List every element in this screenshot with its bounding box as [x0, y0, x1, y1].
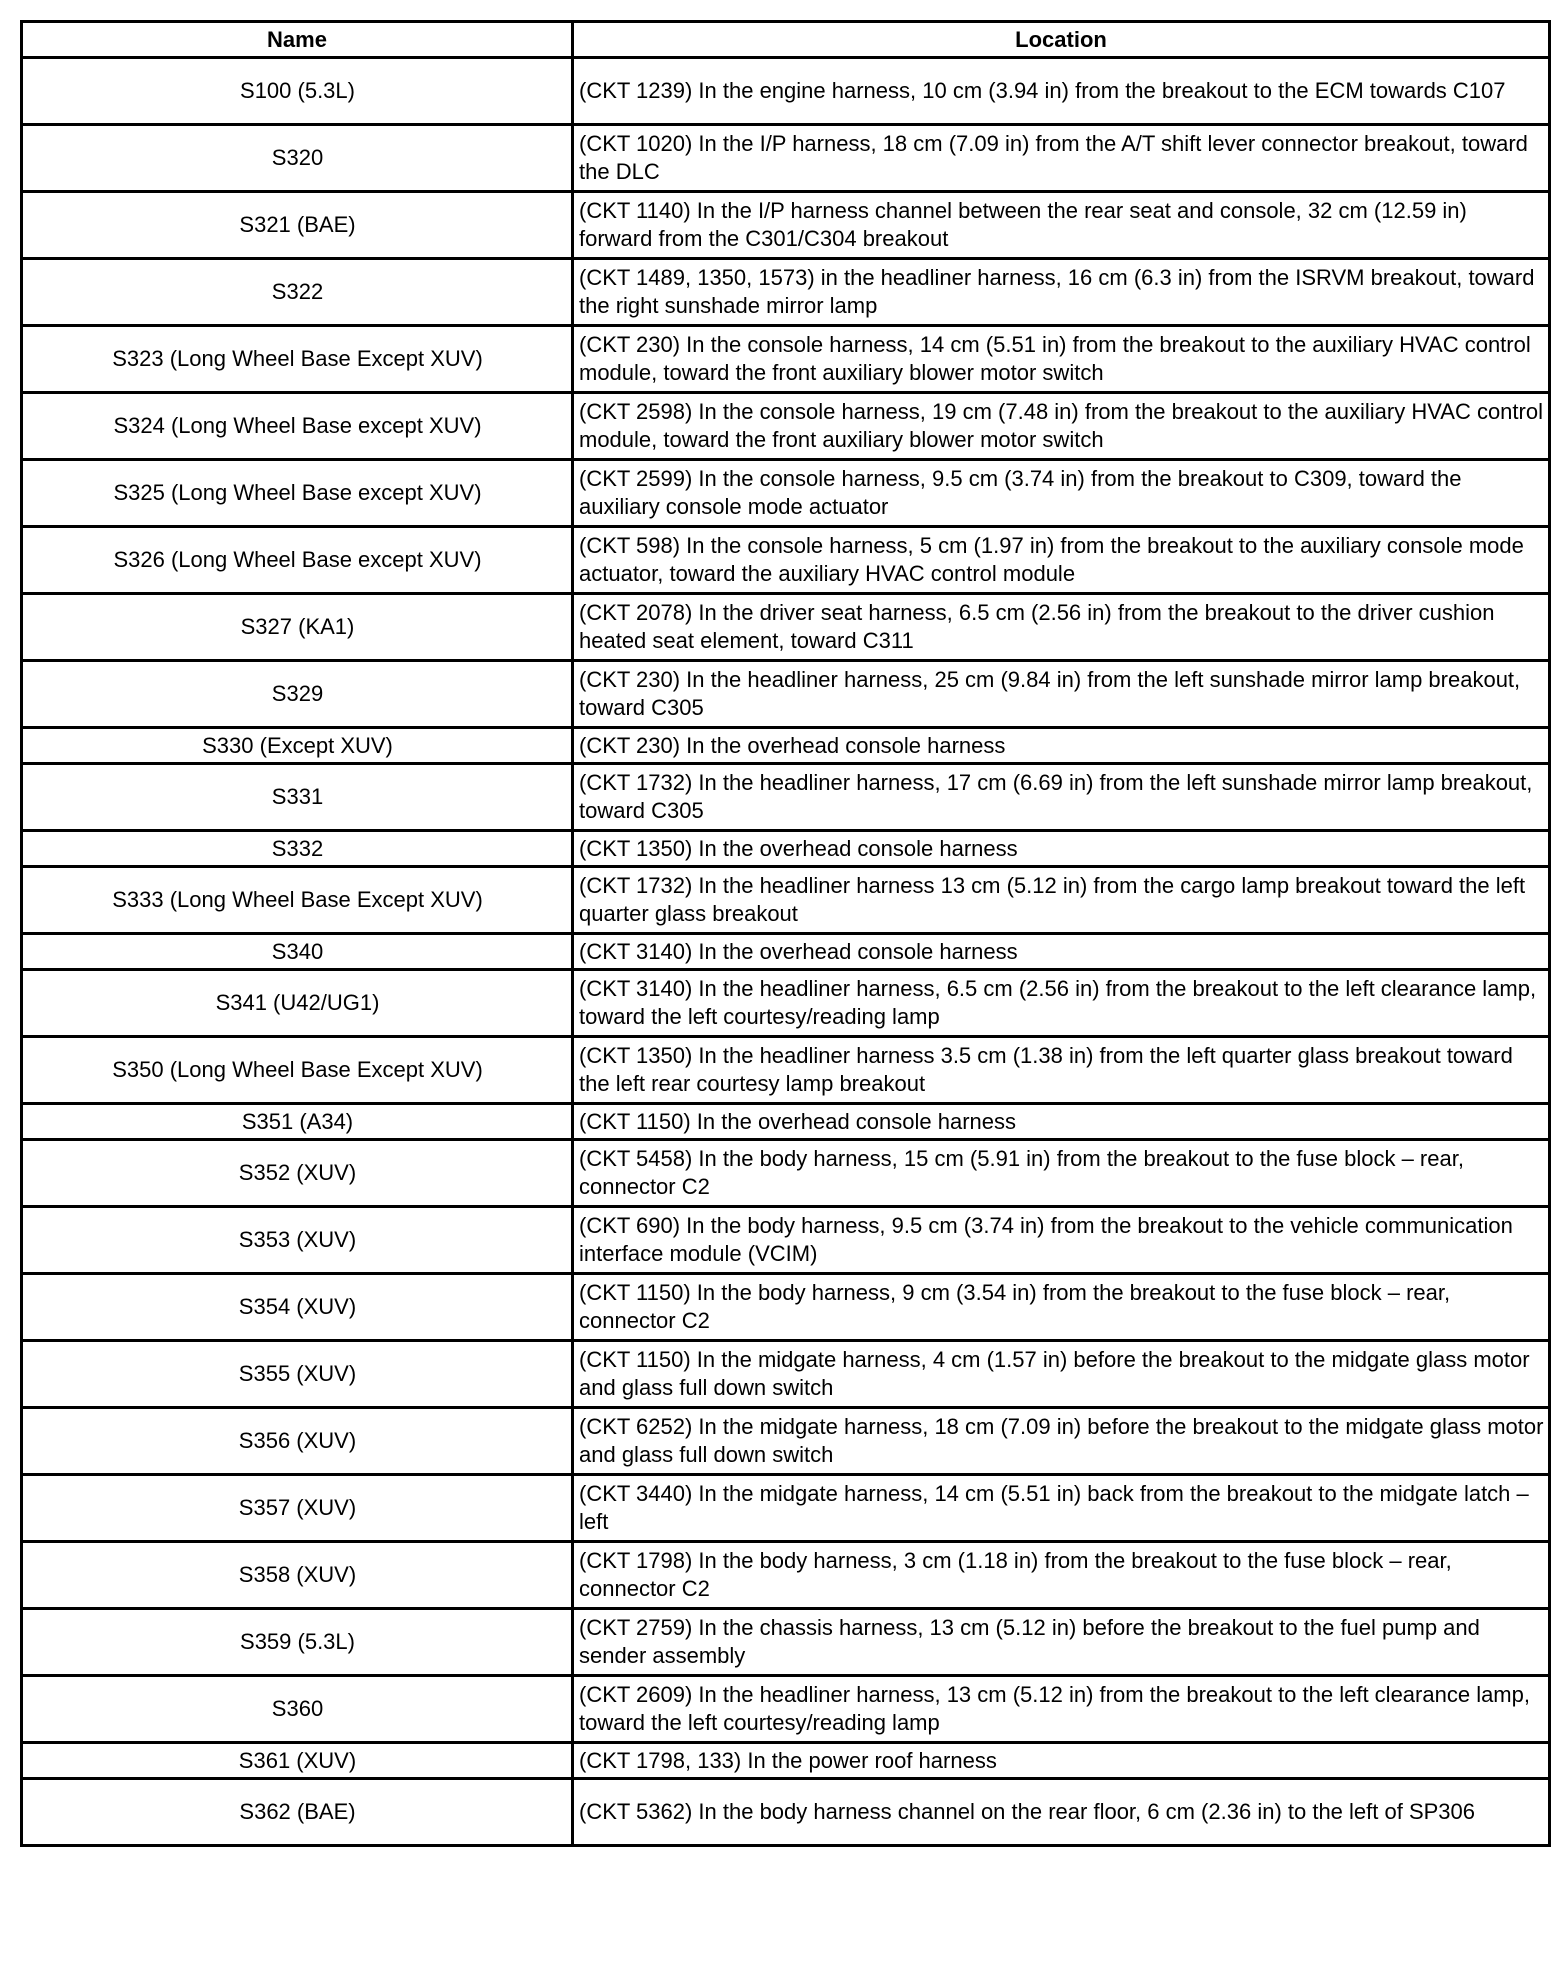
- splice-name-cell: S341 (U42/UG1): [22, 970, 573, 1037]
- splice-location-cell: (CKT 1798) In the body harness, 3 cm (1.18 in) from the breakout to the fuse block – rear, connector C2: [573, 1542, 1550, 1609]
- table-row: [22, 1341, 1550, 1408]
- splice-name-cell: S332: [22, 831, 573, 867]
- splice-name-cell: S362 (BAE): [22, 1779, 573, 1846]
- table-row: [22, 934, 1550, 970]
- splice-name-cell: S330 (Except XUV): [22, 728, 573, 764]
- table-row: [22, 1609, 1550, 1676]
- table-header-row: [22, 22, 1550, 58]
- splice-location-cell: (CKT 230) In the headliner harness, 25 cm (9.84 in) from the left sunshade mirror lamp breakout, toward C305: [573, 661, 1550, 728]
- table-row: [22, 1475, 1550, 1542]
- splice-location-cell: (CKT 3140) In the headliner harness, 6.5 cm (2.56 in) from the breakout to the left clearance lamp, toward the left courtesy/reading lamp: [573, 970, 1550, 1037]
- splice-name-cell: S356 (XUV): [22, 1408, 573, 1475]
- table-row: [22, 1207, 1550, 1274]
- splice-name-cell: S100 (5.3L): [22, 58, 573, 125]
- splice-location-cell: (CKT 690) In the body harness, 9.5 cm (3.74 in) from the breakout to the vehicle communication interface module (VCIM): [573, 1207, 1550, 1274]
- splice-location-cell: (CKT 1732) In the headliner harness 13 cm (5.12 in) from the cargo lamp breakout toward the left quarter glass breakout: [573, 867, 1550, 934]
- splice-location-cell: (CKT 6252) In the midgate harness, 18 cm (7.09 in) before the breakout to the midgate glass motor and glass full down switch: [573, 1408, 1550, 1475]
- splice-name-cell: S353 (XUV): [22, 1207, 573, 1274]
- splice-location-cell: (CKT 1150) In the overhead console harness: [573, 1104, 1550, 1140]
- splice-name-cell: S360: [22, 1676, 573, 1743]
- table-row: [22, 1743, 1550, 1779]
- splice-name-cell: S325 (Long Wheel Base except XUV): [22, 460, 573, 527]
- splice-name-cell: S327 (KA1): [22, 594, 573, 661]
- table-row: [22, 58, 1550, 125]
- table-row: [22, 460, 1550, 527]
- splice-name-cell: S350 (Long Wheel Base Except XUV): [22, 1037, 573, 1104]
- splice-name-cell: S321 (BAE): [22, 192, 573, 259]
- splice-location-cell: (CKT 2759) In the chassis harness, 13 cm (5.12 in) before the breakout to the fuel pump and sender assembly: [573, 1609, 1550, 1676]
- splice-location-cell: (CKT 1350) In the headliner harness 3.5 cm (1.38 in) from the left quarter glass breakout toward the left rear courtesy lamp breakout: [573, 1037, 1550, 1104]
- splice-name-cell: S320: [22, 125, 573, 192]
- table-row: [22, 1274, 1550, 1341]
- table-row: [22, 1408, 1550, 1475]
- table-row: [22, 970, 1550, 1037]
- splice-location-cell: (CKT 1150) In the midgate harness, 4 cm (1.57 in) before the breakout to the midgate glass motor and glass full down switch: [573, 1341, 1550, 1408]
- splice-location-cell: (CKT 1350) In the overhead console harness: [573, 831, 1550, 867]
- splice-location-cell: (CKT 5362) In the body harness channel on the rear floor, 6 cm (2.36 in) to the left of SP306: [573, 1779, 1550, 1846]
- splice-location-cell: (CKT 1140) In the I/P harness channel between the rear seat and console, 32 cm (12.59 in) forward from the C301/C304 breakout: [573, 192, 1550, 259]
- splice-name-cell: S331: [22, 764, 573, 831]
- splice-location-cell: (CKT 1239) In the engine harness, 10 cm (3.94 in) from the breakout to the ECM towards C107: [573, 58, 1550, 125]
- splice-name-cell: S322: [22, 259, 573, 326]
- splice-location-cell: (CKT 230) In the overhead console harness: [573, 728, 1550, 764]
- splice-location-cell: (CKT 2599) In the console harness, 9.5 cm (3.74 in) from the breakout to C309, toward the auxiliary console mode actuator: [573, 460, 1550, 527]
- table-row: [22, 259, 1550, 326]
- table-row: [22, 1542, 1550, 1609]
- column-header-name: Name: [22, 22, 573, 58]
- table-row: [22, 1779, 1550, 1846]
- splice-location-cell: (CKT 1150) In the body harness, 9 cm (3.54 in) from the breakout to the fuse block – rear, connector C2: [573, 1274, 1550, 1341]
- splice-name-cell: S352 (XUV): [22, 1140, 573, 1207]
- table-row: [22, 326, 1550, 393]
- splice-location-cell: (CKT 2609) In the headliner harness, 13 cm (5.12 in) from the breakout to the left clearance lamp, toward the left courtesy/reading lamp: [573, 1676, 1550, 1743]
- splice-name-cell: S323 (Long Wheel Base Except XUV): [22, 326, 573, 393]
- splice-name-cell: S358 (XUV): [22, 1542, 573, 1609]
- table-row: [22, 1104, 1550, 1140]
- splice-location-cell: (CKT 1020) In the I/P harness, 18 cm (7.09 in) from the A/T shift lever connector breakout, toward the DLC: [573, 125, 1550, 192]
- splice-name-cell: S351 (A34): [22, 1104, 573, 1140]
- splice-name-cell: S326 (Long Wheel Base except XUV): [22, 527, 573, 594]
- table-row: [22, 728, 1550, 764]
- table-row: [22, 1676, 1550, 1743]
- splice-name-cell: S354 (XUV): [22, 1274, 573, 1341]
- table-row: [22, 1037, 1550, 1104]
- splice-location-table: [20, 20, 1551, 1847]
- splice-name-cell: S340: [22, 934, 573, 970]
- table-row: [22, 527, 1550, 594]
- splice-location-cell: (CKT 3440) In the midgate harness, 14 cm (5.51 in) back from the breakout to the midgate latch – left: [573, 1475, 1550, 1542]
- splice-name-cell: S329: [22, 661, 573, 728]
- table-row: [22, 393, 1550, 460]
- splice-location-cell: (CKT 1732) In the headliner harness, 17 cm (6.69 in) from the left sunshade mirror lamp breakout, toward C305: [573, 764, 1550, 831]
- splice-name-cell: S357 (XUV): [22, 1475, 573, 1542]
- column-header-location: Location: [573, 22, 1550, 58]
- table-row: [22, 1140, 1550, 1207]
- splice-name-cell: S359 (5.3L): [22, 1609, 573, 1676]
- splice-location-cell: (CKT 2598) In the console harness, 19 cm (7.48 in) from the breakout to the auxiliary HVAC control module, toward the front auxiliary blower motor switch: [573, 393, 1550, 460]
- splice-location-cell: (CKT 3140) In the overhead console harness: [573, 934, 1550, 970]
- splice-location-cell: (CKT 230) In the console harness, 14 cm (5.51 in) from the breakout to the auxiliary HVAC control module, toward the front auxiliary blower motor switch: [573, 326, 1550, 393]
- table-row: [22, 594, 1550, 661]
- table-row: [22, 764, 1550, 831]
- splice-location-cell: (CKT 1798, 133) In the power roof harness: [573, 1743, 1550, 1779]
- table-row: [22, 831, 1550, 867]
- splice-name-cell: S355 (XUV): [22, 1341, 573, 1408]
- table-row: [22, 192, 1550, 259]
- table-row: [22, 661, 1550, 728]
- splice-location-cell: (CKT 598) In the console harness, 5 cm (1.97 in) from the breakout to the auxiliary console mode actuator, toward the auxiliary HVAC control module: [573, 527, 1550, 594]
- splice-table-sheet: [20, 20, 1548, 1847]
- splice-name-cell: S324 (Long Wheel Base except XUV): [22, 393, 573, 460]
- splice-location-cell: (CKT 2078) In the driver seat harness, 6.5 cm (2.56 in) from the breakout to the driver cushion heated seat element, toward C311: [573, 594, 1550, 661]
- splice-location-cell: (CKT 5458) In the body harness, 15 cm (5.91 in) from the breakout to the fuse block – rear, connector C2: [573, 1140, 1550, 1207]
- splice-name-cell: S333 (Long Wheel Base Except XUV): [22, 867, 573, 934]
- table-row: [22, 125, 1550, 192]
- splice-location-cell: (CKT 1489, 1350, 1573) in the headliner harness, 16 cm (6.3 in) from the ISRVM breakout, toward the right sunshade mirror lamp: [573, 259, 1550, 326]
- table-row: [22, 867, 1550, 934]
- splice-name-cell: S361 (XUV): [22, 1743, 573, 1779]
